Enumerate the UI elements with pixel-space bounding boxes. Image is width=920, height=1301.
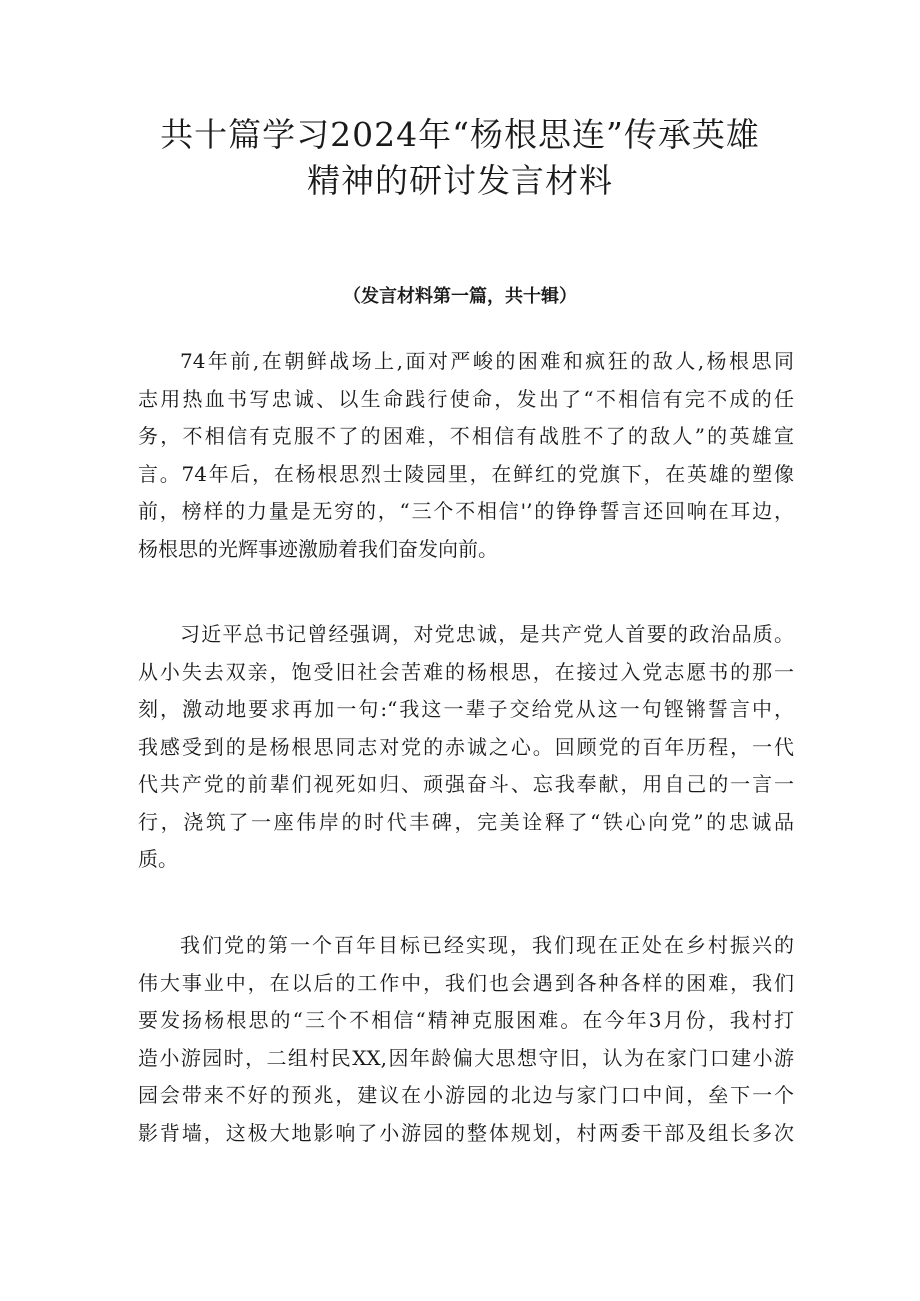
text-line: 前，榜样的力量是无穷的，“三个不相信'’的铮铮誓言还回响在耳边， [138, 499, 794, 523]
text-line: 言。74年后，在杨根思烈士陵园里，在鲜红的党旗下，在英雄的塑像 [138, 461, 794, 486]
text-line: 代共产党的前辈们视死如归、顽强奋斗、忘我奉献，用自己的一言一 [138, 772, 794, 796]
text-line: 我感受到的是杨根思同志对党的赤诚之心。回顾党的百年历程，一代 [138, 734, 794, 759]
document-title [120, 112, 800, 204]
text-line: 园会带来不好的预兆，建议在小游园的北边与家门口中间，垒下一个 [138, 1083, 794, 1107]
text-line: 习近平总书记曾经强调，对党忠诚，是共产党人首要的政治品质。 [180, 622, 794, 646]
text-line: 要发扬杨根思的“三个不相信“精神克服困难。在今年3月份，我村打 [138, 1008, 794, 1032]
paragraph-2 [138, 616, 794, 879]
text-line: 伟大事业中，在以后的工作中，我们也会遇到各种各样的困难，我们 [138, 970, 794, 995]
text-line: 质。 [138, 847, 178, 871]
text-line: 务，不相信有克服不了的困难，不相信有战胜不了的敌人”的英雄宣 [138, 424, 794, 448]
title-line: 共十篇学习2024年“杨根思连”传承英雄 [160, 115, 760, 154]
text-line: 行，浇筑了一座伟岸的时代丰碑，完美诠释了“铁心向党”的忠诚品 [138, 809, 794, 834]
paragraph-1 [138, 343, 794, 568]
text-line: 志用热血书写忠诚、以生命践行使命，发出了“不相信有完不成的任 [138, 386, 794, 411]
text-line: 杨根思的光辉事迹激励着我们奋发向前。 [138, 536, 498, 561]
text-line: 造小游园时，二组村民XX,因年龄偏大思想守旧，认为在家门口建小游 [138, 1045, 794, 1070]
paragraph-3 [138, 927, 794, 1152]
text-line: 我们党的第一个百年目标已经实现，我们现在正处在乡村振兴的 [180, 933, 794, 957]
title-line: 精神的研讨发言材料 [307, 161, 613, 200]
text-line: 从小失去双亲，饱受旧社会苦难的杨根思，在接过入党志愿书的那一 [138, 659, 794, 684]
document-subtitle: （发言材料第一篇，共十辑） [343, 286, 577, 307]
text-line: 刻，激动地要求再加一句:“我这一辈子交给党从这一句铿锵誓言中， [138, 697, 794, 721]
text-line: 影背墙，这极大地影响了小游园的整体规划，村两委干部及组长多次 [138, 1120, 794, 1145]
text-line: 74年前,在朝鲜战场上,面对严峻的困难和疯狂的敌人,杨根思同 [180, 349, 794, 373]
